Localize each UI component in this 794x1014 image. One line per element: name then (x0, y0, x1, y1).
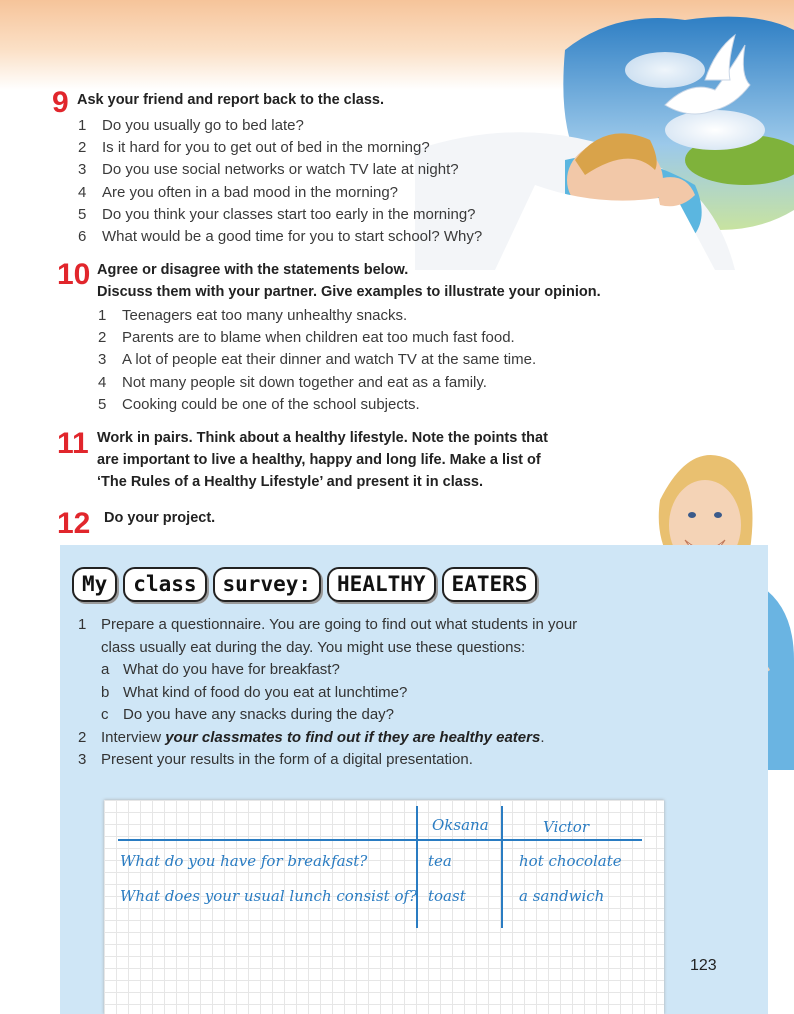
list-item (78, 137, 482, 159)
item-text: Is it hard for you to get out of bed in the morning? (102, 139, 430, 157)
item-number: 1 (78, 616, 87, 633)
exercise-10-heading (97, 259, 601, 303)
exercise-10-heading-line: Discuss them with your partner. Give examples to illustrate your opinion. (97, 284, 601, 300)
exercise-11-heading-line: ‘The Rules of a Healthy Lifestyle’ and present it in class. (97, 474, 483, 490)
list-item (78, 115, 482, 137)
survey-title (72, 567, 537, 602)
item-text-emphasis: your classmates to find out if they are healthy eaters (165, 728, 541, 746)
item-number: 3 (78, 161, 87, 179)
item-text: Do you think your classes start too early in the morning? (102, 205, 476, 223)
item-number: 4 (78, 183, 87, 201)
item-number: 3 (98, 351, 107, 369)
list-item (98, 327, 536, 349)
table-column-rule (501, 806, 503, 928)
table-column-rule (416, 806, 418, 928)
exercise-12-number: 12 (57, 507, 91, 540)
table-header-rule (118, 839, 642, 841)
table-row-question: What do you have for breakfast? (120, 852, 368, 870)
exercise-10-list (98, 305, 536, 416)
question-item (78, 704, 577, 727)
survey-instructions (78, 614, 577, 772)
item-number: 5 (78, 205, 87, 223)
exercise-11-heading (97, 427, 548, 493)
item-text: Present your results in the form of a digital presentation. (101, 751, 473, 768)
question-letter: b (101, 683, 110, 701)
list-item (78, 727, 577, 750)
item-text: Prepare a questionnaire. You are going to find out what students in your (101, 616, 578, 633)
exercise-9-number: 9 (52, 86, 69, 119)
exercise-11-number: 11 (57, 427, 89, 460)
table-header-oksana: Oksana (432, 816, 489, 834)
survey-title-word: survey: (213, 567, 322, 602)
item-number: 2 (98, 329, 107, 347)
survey-title-word: HEALTHY (327, 567, 436, 602)
list-item (98, 305, 536, 327)
item-text: class usually eat during the day. You might use these questions: (101, 638, 526, 656)
exercise-9-heading: Ask your friend and report back to the class. (77, 92, 384, 108)
question-text: What do you have for breakfast? (123, 661, 340, 678)
list-item (78, 749, 577, 772)
survey-title-word: EATERS (442, 567, 538, 602)
question-item (78, 682, 577, 705)
item-text: Do you usually go to bed late? (102, 117, 304, 134)
table-cell-victor: a sandwich (519, 887, 605, 905)
list-item (78, 204, 482, 226)
item-text: A lot of people eat their dinner and watch TV at the same time. (122, 351, 537, 369)
exercise-9-list (78, 115, 482, 248)
table-cell-victor: hot chocolate (519, 852, 622, 870)
list-item (78, 614, 577, 637)
item-number: 1 (78, 117, 87, 134)
item-number: 6 (78, 227, 87, 245)
list-item (78, 159, 482, 181)
survey-title-word: My (72, 567, 117, 602)
item-text: . (540, 728, 545, 746)
table-cell-oksana: toast (428, 887, 466, 905)
item-number: 5 (98, 395, 107, 413)
item-number: 2 (78, 728, 87, 746)
list-item (78, 182, 482, 204)
table-header-victor: Victor (543, 818, 589, 836)
list-item (98, 372, 536, 394)
item-number: 2 (78, 139, 87, 157)
survey-title-word: class (123, 567, 206, 602)
question-item (78, 659, 577, 682)
exercise-11-heading-line: Work in pairs. Think about a healthy lifestyle. Note the points that (97, 430, 548, 446)
exercise-11-heading-line: are important to live a healthy, happy and long life. Make a list of (97, 452, 541, 468)
item-text: Are you often in a bad mood in the morning? (102, 183, 399, 201)
item-number: 1 (98, 307, 107, 324)
item-text: Interview (101, 728, 166, 746)
question-text: Do you have any snacks during the day? (123, 706, 395, 723)
exercise-12-heading: Do your project. (104, 510, 216, 526)
item-text: What would be a good time for you to start school? Why? (102, 227, 483, 245)
item-number: 3 (78, 751, 87, 768)
question-letter: c (101, 706, 109, 723)
item-text: Teenagers eat too many unhealthy snacks. (122, 307, 408, 324)
exercise-10-heading-line: Agree or disagree with the statements below. (97, 262, 409, 278)
list-item (78, 637, 577, 660)
list-item (98, 394, 536, 416)
item-text: Parents are to blame when children eat too much fast food. (122, 329, 515, 347)
item-text: Do you use social networks or watch TV late at night? (102, 161, 459, 179)
list-item (78, 226, 482, 248)
exercise-10-number: 10 (57, 258, 91, 291)
item-text: Not many people sit down together and eat as a family. (122, 373, 487, 391)
question-letter: a (101, 661, 110, 678)
item-text: Cooking could be one of the school subjects. (122, 395, 420, 413)
item-number: 4 (98, 373, 107, 391)
table-cell-oksana: tea (428, 852, 452, 870)
table-row-question: What does your usual lunch consist of? (120, 887, 418, 905)
question-text: What kind of food do you eat at lunchtime? (123, 683, 408, 701)
list-item (98, 349, 536, 371)
page-number: 123 (690, 957, 717, 974)
